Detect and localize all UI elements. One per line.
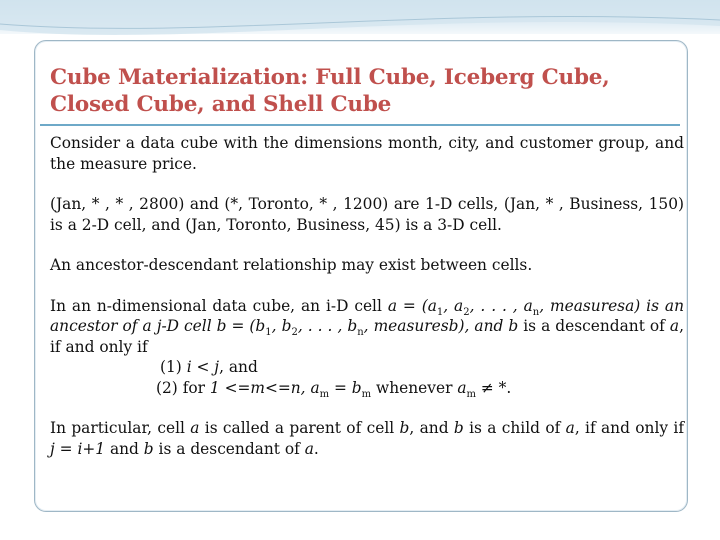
paragraph-cell-examples: (Jan, * , * , 2800) and (*, Toronto, * , 1200) are 1-D cells, (Jan, * , Business, 150) is a 2-D cell, and (Jan, Toronto, Business, 45) is a 3-D cell. — [50, 195, 684, 234]
condition-1: (1) i < j, and — [160, 358, 258, 376]
slide-title: Cube Materialization: Full Cube, Iceberg Cube, Closed Cube, and Shell Cube — [50, 65, 610, 117]
paragraph-ancestor-descendant: An ancestor-descendant relationship may exist between cells. — [50, 256, 533, 274]
condition-2: (2) for 1 <=m<=n, $a_m = b_m$ whenever $a_m$ ≠ *. — [156, 378, 512, 400]
title-divider — [40, 124, 680, 126]
paragraph-parent-child: In particular, cell a is called a parent of cell b, and b is a child of a, if and only if j = i+1 and b is a descendant of a. — [50, 419, 685, 458]
paragraph-definition: In an n-dimensional data cube, an i-D cell $a = (a_1$, $a_2$, . . . , $a_n$, measuresa) is an ancestor of a j-D cell $b = (b_1$, $b_2$, . . . , $b_n$, measuresb), and b is a descendant of a, if and only if — [50, 296, 684, 356]
paragraph-dimensions: Consider a data cube with the dimensions month, city, and customer group, and the measure price. — [50, 134, 684, 173]
slide-content — [50, 133, 684, 459]
